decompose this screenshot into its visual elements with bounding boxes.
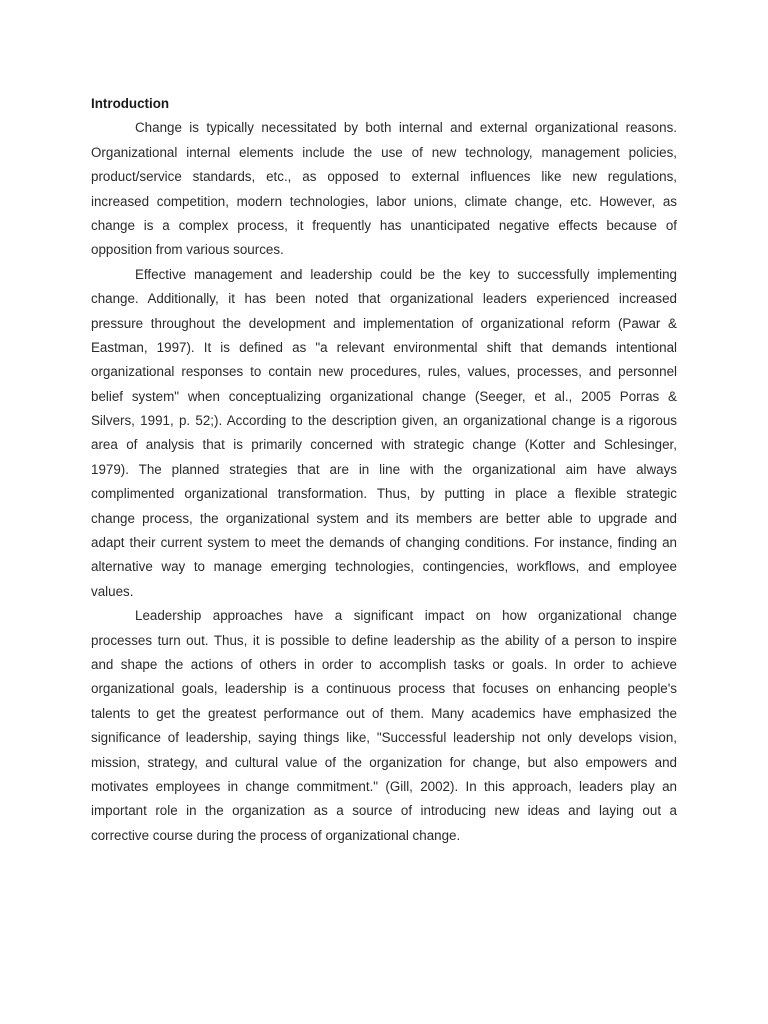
paragraph-line: adapt their current system to meet the demands of changing conditions. For instance, finding an xyxy=(91,535,677,551)
paragraph-line: belief system" when conceptualizing organizational change (Seeger, et al., 2005 Porras & xyxy=(91,388,677,404)
paragraph-line: Eastman, 1997). It is defined as "a relevant environmental shift that demands intentional xyxy=(91,339,677,355)
paragraph-line: corrective course during the process of organizational change. xyxy=(91,827,461,843)
paragraph-line: change process, the organizational system and its members are better able to upgrade and xyxy=(91,510,677,526)
paragraph-line: talents to get the greatest performance out of them. Many academics have emphasized the xyxy=(91,705,677,721)
paragraph-line: Organizational internal elements include the use of new technology, management policies, xyxy=(91,144,677,160)
paragraph-line: 1979). The planned strategies that are in line with the organizational aim have always xyxy=(91,461,677,477)
paragraph-3 xyxy=(91,604,677,848)
paragraph-line: area of analysis that is primarily concerned with strategic change (Kotter and Schlesinger, xyxy=(91,437,677,453)
paragraph-line: Silvers, 1991, p. 52;). According to the description given, an organizational change is a rigorous xyxy=(91,413,677,429)
paragraph-line: significance of leadership, saying things like, "Successful leadership not only develops vision, xyxy=(91,730,677,746)
paragraph-line: organizational responses to contain new procedures, rules, values, processes, and personnel xyxy=(91,364,677,380)
paragraph-line: and shape the actions of others in order to accomplish tasks or goals. In order to achieve xyxy=(91,656,677,672)
paragraph-2 xyxy=(91,263,677,604)
paragraph-line: increased competition, modern technologies, labor unions, climate change, etc. However, as xyxy=(91,193,677,209)
paragraph-line: organizational goals, leadership is a continuous process that focuses on enhancing people's xyxy=(91,681,677,697)
paragraph-line: alternative way to manage emerging technologies, contingencies, workflows, and employee xyxy=(91,559,677,575)
paragraph-line: product/service standards, etc., as opposed to external influences like new regulations, xyxy=(91,169,677,185)
paragraph-line: Change is typically necessitated by both internal and external organizational reasons. xyxy=(135,120,677,136)
paragraph-line: opposition from various sources. xyxy=(91,242,284,258)
paragraph-line: Leadership approaches have a significant impact on how organizational change xyxy=(135,608,677,624)
paragraph-line: mission, strategy, and cultural value of the organization for change, but also empowers and xyxy=(91,754,677,770)
paragraph-line: change is a complex process, it frequently has unanticipated negative effects because of xyxy=(91,217,677,233)
section-heading: Introduction xyxy=(91,96,170,111)
paragraph-line: values. xyxy=(91,583,134,599)
paragraph-line: complimented organizational transformation. Thus, by putting in place a flexible strategic xyxy=(91,486,677,502)
paragraph-line: Effective management and leadership could be the key to successfully implementing xyxy=(135,266,677,282)
paragraph-1 xyxy=(91,116,677,262)
paragraph-line: processes turn out. Thus, it is possible to define leadership as the ability of a person to inspire xyxy=(91,632,677,648)
document-body xyxy=(91,92,677,848)
paragraph-line: pressure throughout the development and implementation of organizational reform (Pawar & xyxy=(91,315,677,331)
paragraph-line: important role in the organization as a source of introducing new ideas and laying out a xyxy=(91,803,677,819)
paragraph-line: change. Additionally, it has been noted that organizational leaders experienced increased xyxy=(91,291,677,307)
paragraph-line: motivates employees in change commitment." (Gill, 2002). In this approach, leaders play an xyxy=(91,778,677,794)
